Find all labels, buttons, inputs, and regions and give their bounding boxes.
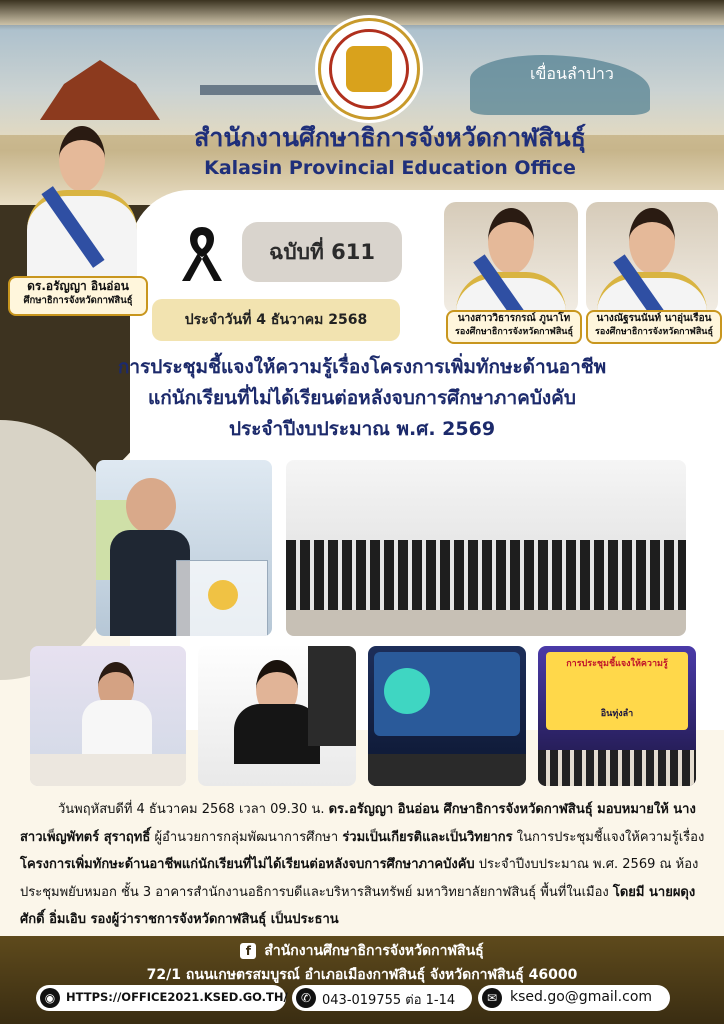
issue-number: ฉบับที่ 611 (242, 222, 402, 282)
body-chair: โดยมี นายผดุงศักดิ์ อิ่มเอิบ รองผู้ว่าราชการจังหวัดกาฬสินธุ์ เป็นประธาน (20, 884, 696, 927)
globe-icon: ◉ (40, 988, 60, 1008)
deputy2-role: รองศึกษาธิการจังหวัดกาฬสินธุ์ (595, 327, 713, 337)
body-director: ดร.อรัญญา อินอ่อน ศึกษาธิการจังหวัดกาฬสินธุ์ มอบหมายให้ นางสาวเพ็ญพัทตร์ สุราฤทธิ์ (20, 802, 696, 845)
body-date: วันพฤหัสบดีที่ 4 ธันวาคม 2568 เวลา 09.30 น. (58, 802, 329, 817)
footer-address: 72/1 ถนนเกษตรสมบูรณ์ อำเภอเมืองกาฬสินธุ์ จังหวัดกาฬสินธุ์ 46000 (146, 967, 578, 983)
deputy1-name: นางสาววิธารกรณ์ ภูนาโท (457, 313, 571, 324)
body-honor: ร่วมเป็นเกียรติและเป็นวิทยากร (342, 829, 513, 845)
photo-slide-1 (368, 646, 526, 786)
email-address[interactable]: ksed.go@gmail.com (510, 989, 653, 1005)
slide2-subtitle: อินทุ่งลำ (600, 709, 634, 719)
website-pill[interactable] (36, 985, 286, 1011)
portrait-director (14, 118, 149, 288)
photo-speaker (96, 460, 272, 636)
headline-line-2: แก่นักเรียนที่ไม่ได้เรียนต่อหลังจบการศึกษาภาคบังคับ (148, 387, 576, 409)
portrait-deputy-2 (586, 202, 718, 314)
email-pill[interactable] (478, 985, 670, 1011)
slide2-title: การประชุมชี้แจงให้ความรู้ (566, 659, 668, 669)
photo-presenter-2 (198, 646, 356, 786)
phone-pill[interactable] (292, 985, 472, 1011)
news-body (20, 796, 708, 934)
director-namebox (8, 276, 148, 316)
body-role: ผู้อำนวยการกลุ่มพัฒนาการศึกษา (150, 829, 343, 845)
office-logo (318, 18, 420, 120)
website-link[interactable]: HTTPS://OFFICE2021.KSED.GO.TH/ (66, 990, 288, 1004)
body-meeting: ในการประชุมชี้แจงให้ความรู้เรื่อง (512, 829, 705, 845)
phone-icon: ✆ (296, 988, 316, 1008)
facebook-icon: f (240, 943, 256, 959)
body-project: โครงการเพิ่มทักษะด้านอาชีพแก่นักเรียนที่ไม่ได้เรียนต่อหลังจบการศึกษาภาคบังคับ (20, 857, 475, 872)
office-title-th: สำนักงานศึกษาธิการจังหวัดกาฬสินธุ์ (194, 123, 586, 152)
footer-facebook (0, 940, 724, 962)
director-role: ศึกษาธิการจังหวัดกาฬสินธุ์ (23, 295, 133, 306)
issue-date: ประจำวันที่ 4 ธันวาคม 2568 (152, 299, 400, 341)
photo-group (286, 460, 686, 636)
body-venue: ประจำปีงบประมาณ พ.ศ. 2569 ณ ห้องประชุมพยับหมอก ชั้น 3 อาคารสำนักงานอธิการบดีและบริหารสินทรัพย์ มหาวิทยาลัยกาฬสินธุ์ พื้นที่ในเมือง (20, 857, 699, 900)
deputy2-name: นางณัฐรนนันท์ นาอุ่นเรือน (596, 313, 712, 324)
office-title-en: Kalasin Provincial Education Office (204, 157, 576, 179)
director-name: ดร.อรัญญา อินอ่อน (27, 279, 129, 293)
photo-presenter-1 (30, 646, 186, 786)
phone-number[interactable]: 043-019755 ต่อ 1-14 (322, 993, 456, 1008)
portrait-deputy-1 (444, 202, 578, 314)
banner-sign: เขื่อนลำปาว (530, 64, 614, 83)
deputy1-role: รองศึกษาธิการจังหวัดกาฬสินธุ์ (455, 327, 573, 337)
headline (20, 352, 704, 445)
deputy2-namebox (586, 310, 722, 344)
headline-line-3: ประจำปีงบประมาณ พ.ศ. 2569 (228, 418, 496, 440)
mail-icon: ✉ (482, 988, 502, 1008)
deputy1-namebox (446, 310, 582, 344)
photo-slide-2 (538, 646, 696, 786)
footer-facebook-name: สำนักงานศึกษาธิการจังหวัดกาฬสินธุ์ (264, 943, 484, 959)
mourning-ribbon-icon (172, 223, 232, 283)
headline-line-1: การประชุมชี้แจงให้ความรู้เรื่องโครงการเพิ่มทักษะด้านอาชีพ (117, 356, 607, 378)
